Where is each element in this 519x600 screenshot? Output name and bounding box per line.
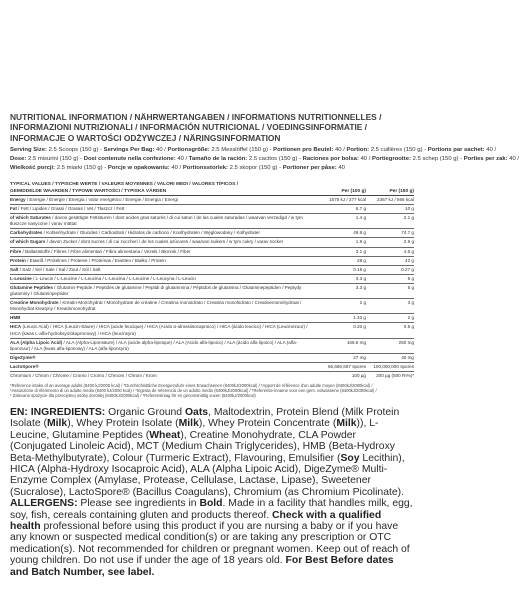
value-per-150g: 0.5 g xyxy=(366,323,414,338)
value-per-150g: 0.27 g xyxy=(366,265,414,274)
nutrient-name: Fibre / Ballaststoffe / Fibres / Fibre alimentari / Fibra alimentaria / Vezels / Błonnik / Fiber xyxy=(10,247,310,256)
footnote-line: *Reference intake of an average adults (8400 kJ/2000 kcal) / *Durchschnittliche Energiezufuhr eines Erwachsenen (8400kJ/2000kcal) / *Apport de référence d'un adulte moyen (8400kJ/2000kcal) / xyxy=(10,383,373,388)
table-header xyxy=(10,181,414,188)
value-per-150g: 40 mg xyxy=(366,353,414,362)
value-per-100g: 49.8 g xyxy=(310,229,366,238)
nutrition-row xyxy=(10,238,414,247)
value-per-150g: 5 g xyxy=(366,283,414,298)
value-per-100g: 27 mg xyxy=(310,353,366,362)
value-per-150g: 10 g xyxy=(366,205,414,214)
nutrient-name: L-Leucine / L-Leucin / L-Leucine / L-Leucina / L-Leucina / L-Leucine / L-Leucyna / L-Leucin xyxy=(10,274,310,283)
value-per-150g: 42 g xyxy=(366,256,414,265)
value-per-150g: 2367 kJ / 566 kcal xyxy=(366,196,414,205)
nutrient-name: ALA (Alpha Lipoic Acid) / ALA (Alpha-Liponsäure) / ALA (acide alpha-lipoïque) / ALA (Acido alfa-lipoico) / ALA (ácido alfa lipoico) / ALA (alfa-liponzuur) / ALA (kwas alfa-liponowy) / ALA (alfa-liponsyra) xyxy=(10,338,310,353)
nutrition-row xyxy=(10,353,414,362)
best-before-note: For Best Before dates and Batch Number, see label. xyxy=(10,555,394,578)
nutrition-row xyxy=(10,314,414,323)
value-per-150g: 2.1 g xyxy=(366,214,414,229)
nutrition-row xyxy=(10,265,414,274)
value-per-150g: 2 g xyxy=(366,314,414,323)
header-typical-values-cont: GEMIDDELDE WAARDEN / TYPOWE WARTOŚCI / TYPISKA VÄRDEN xyxy=(10,188,310,196)
nutrition-row xyxy=(10,274,414,283)
nutrition-table xyxy=(10,181,414,380)
nutrition-row xyxy=(10,229,414,238)
ingredients-label: EN: INGREDIENTS: xyxy=(10,407,106,418)
value-per-150g: 100,000,000 spores xyxy=(366,362,414,371)
nutrient-name: Creatine Monohydrate / Kreatin-Monohydrat / Monohydrate de créatine / Creatina monoidrato / Creatina monohidrato / Creatinemonohydraat / Monohydrat kreatyny / Kreatinmonohydrat xyxy=(10,299,310,314)
value-per-100g: 3.3 g xyxy=(310,274,366,283)
nutrition-row xyxy=(10,299,414,314)
value-per-100g: 1.9 g xyxy=(310,238,366,247)
nutrition-row xyxy=(10,256,414,265)
footnotes xyxy=(10,383,414,398)
value-per-100g: 3.1 g xyxy=(310,247,366,256)
nutrient-name: HICA (Leucic Acid) / HICA (Leucin-Säure) / HICA (acide leucique) / HICA (Acido α-idrossiisocaproico) / HICA (ácido leucico) / HICA (Leucinezuur) / HICA (kwas L-alfa-hydroksyizokapronowy) / HICA (leucinsyra) xyxy=(10,323,310,338)
value-per-100g: 0.18 g xyxy=(310,265,366,274)
nutrition-row xyxy=(10,362,414,371)
nutrition-row xyxy=(10,283,414,298)
serving-info xyxy=(10,146,519,173)
nutrition-title xyxy=(10,112,414,143)
nutrient-name: Energy / Energie / Énergie / Energia / Valor energético / Energie / Energia / Energi xyxy=(10,196,310,205)
value-per-150g: 4.6 g xyxy=(366,247,414,256)
nutrient-name: LactoSpore® xyxy=(10,362,310,371)
nutrition-row xyxy=(10,371,414,380)
value-per-150g: 5 g xyxy=(366,274,414,283)
value-per-100g: 66,666,667 spores xyxy=(310,362,366,371)
title-line: INFORMAZIONI NUTRIZIONALI / INFORMACIÓN NUTRICIONAL / VOEDINGSINFORMATIE / xyxy=(10,122,368,133)
nutrient-name: DigeZyme® xyxy=(10,353,310,362)
table-header xyxy=(10,188,414,196)
value-per-150g: 2.9 g xyxy=(366,238,414,247)
nutrition-row xyxy=(10,247,414,256)
nutrient-name: of which Saturates / davon gesättigte Fettsäuren / dont acides gras saturés / di cui saturi / de las cuales saturadas / waarvan verzadigd / w tym tłuszcze nasycone / varav mättat xyxy=(10,214,310,229)
value-per-100g: 3.3 g xyxy=(310,283,366,298)
nutrition-row xyxy=(10,205,414,214)
nutrition-row xyxy=(10,338,414,353)
allergens-label: ALLERGENS: xyxy=(10,498,78,510)
nutrient-name: Salt / Salz / Sel / Sale / Sal / Zout / Sól / Salt xyxy=(10,265,310,274)
nutrient-name: HMB xyxy=(10,314,310,323)
serving-line: Serving Size: 2.5 Scoops (150 g) - Servings Per Bag: 40 / Portionsgröße: 2.5 Messlöffel (150 g) - Portionen pro Beutel: 40 / Portion: 2.5 cuillères (150 g) - Portions par sachet: 40 / xyxy=(10,147,497,153)
nutrition-row xyxy=(10,214,414,229)
nutrient-name: Carbohydrates / Kohlenhydrate / Glucides / Carboidrati / Hidratos de carbono / Koolhydraten / Węglowodany / Kolhydrater xyxy=(10,229,310,238)
nutrient-name: Chromium / Chrom / Chrome / Cromo / Cromo / Chroom / Chrom / Krom xyxy=(10,371,310,380)
header-typical-values: TYPICAL VALUES / TYPISCHE WERTE / VALEURS MOYENNES / VALORI MEDI / VALORES TÍPICOS / xyxy=(10,181,238,187)
nutrient-name: Fat / Fett / Lipides / Grassi / Grasas / Vet / Tłuszcz / Fett xyxy=(10,205,310,214)
value-per-100g: 166.6 mg xyxy=(310,338,366,353)
ingredients-text: EN: INGREDIENTS: Organic Ground Oats, Maltodextrin, Protein Blend (Milk Protein Isolate (Milk), Whey Protein Isolate (Milk), Whey Protein Concentrate (Milk)), L-Leucine, Glutamine Peptides (Wheat), Creatine Monohydrate, CLA Powder (Conjugated Linoleic Acid), MCT (Medium Chain Triglycerides), HMB (Beta-Hydroxy Beta-Methylbutyrate), Colour (Turmeric Extract), Flavouring, Emulsifier (Soy Lecithin), HICA (Alpha-Hydroxy Isocaproic Acid), ALA (Alpha Lipoic Acid), DigeZyme® Multi-Enzyme Complex (Amylase, Protease, Cellulase, Lactase, Lipase), Sweetener (Sucralose), LactoSpore® (Bacillus Coagulans), Chromium (as Chromium Picolinate). ALLERGENS: Please see ingredients in Bold. Made in a facility that handles milk, egg, soy, fish, cereals containing gluten and products thereof. Check with a qualified health professional before using this product if you are nursing a baby or if you have any known or suspected medical condition(s) or are taking any prescription or OTC medication(s). Not recommended for children or pregnant women. Keep out of reach of young children. Do not use if under the age of 18 years old. For Best Before dates and Batch Number, see label. xyxy=(10,407,413,578)
value-per-100g: 1.4 g xyxy=(310,214,366,229)
value-per-100g: 2 g xyxy=(310,299,366,314)
nutrition-row xyxy=(10,196,414,205)
footnote-line: *Assunzione di riferimento di un adulto medio (8400 kJ/2000 kcal) / *Ingesta de referencia de un adulto medio (8400kJ/2000kcal) / *Referentie-inname voor een gem. volwassene (8400kJ/2000kcal) / xyxy=(10,388,377,394)
value-per-100g: 28 g xyxy=(310,256,366,265)
value-per-150g: 3 g xyxy=(366,299,414,314)
nutrient-name: of which Sugars / davon Zucker / dont sucres / di cui zuccheri / de los cuales azúcares / waarvan suikers / w tym cukry / varav socker xyxy=(10,238,310,247)
value-per-100g: 100 µg xyxy=(310,371,366,380)
serving-line: Dose: 2.5 misurini (150 g) - Dosi contenute nella confezione: 40 / Tamaño de la ración: 2.5 cacitos (150 g) - Raciones por bolsa: 40 / Portiegrootte: 2.5 schep (150 g) - Porties per zak: 40 / xyxy=(10,155,519,162)
header-per-100g: Per (100 g) xyxy=(310,188,366,196)
nutrient-name: Glutamine Peptides / Glutamin-Peptide / Peptides de glutamine / Peptidi di glutammina / Péptidos de glutamina / Glutaminepeptiden / Peptydy glutaminy / Glutaminpeptider xyxy=(10,283,310,298)
value-per-150g: 74.7 g xyxy=(366,229,414,238)
value-per-150g: 200 µg (500 RI%)* xyxy=(366,371,414,380)
title-line: INFORMACJE O WARTOŚCI ODŻYWCZEJ / NÄRINGSINFORMATION xyxy=(10,132,281,143)
value-per-100g: 1578 kJ / 377 kcal xyxy=(310,196,366,205)
value-per-100g: 1.33 g xyxy=(310,314,366,323)
value-per-150g: 250 mg xyxy=(366,338,414,353)
value-per-100g: 0.33 g xyxy=(310,323,366,338)
serving-line: Wielkość porcji: 2.5 miarki (150 g) - Porcje w opakowaniu: 40 / Portionsstorlek: 2.5 skopor (150 g) - Portioner per påse: 40 xyxy=(10,164,345,171)
footnote-line: * Zalecane spożycie dla przeciętnej osoby dorosłej (8400kJ/2000kcal) / *Referensintag för en genomsnittlig vuxen (8400kJ/2000kcal) xyxy=(10,393,256,399)
nutrient-name: Protein / Eiweiß / Protéines / Proteine / Proteínas / Eiwitten / Białko / Protein xyxy=(10,256,310,265)
header-per-150g: Per (150 g) xyxy=(366,188,414,196)
value-per-100g: 6.7 g xyxy=(310,205,366,214)
title-line: NUTRITIONAL INFORMATION / NÄHRWERTANGABEN / INFORMATIONS NUTRITIONNELLES / xyxy=(10,112,382,122)
nutrition-row xyxy=(10,323,414,338)
